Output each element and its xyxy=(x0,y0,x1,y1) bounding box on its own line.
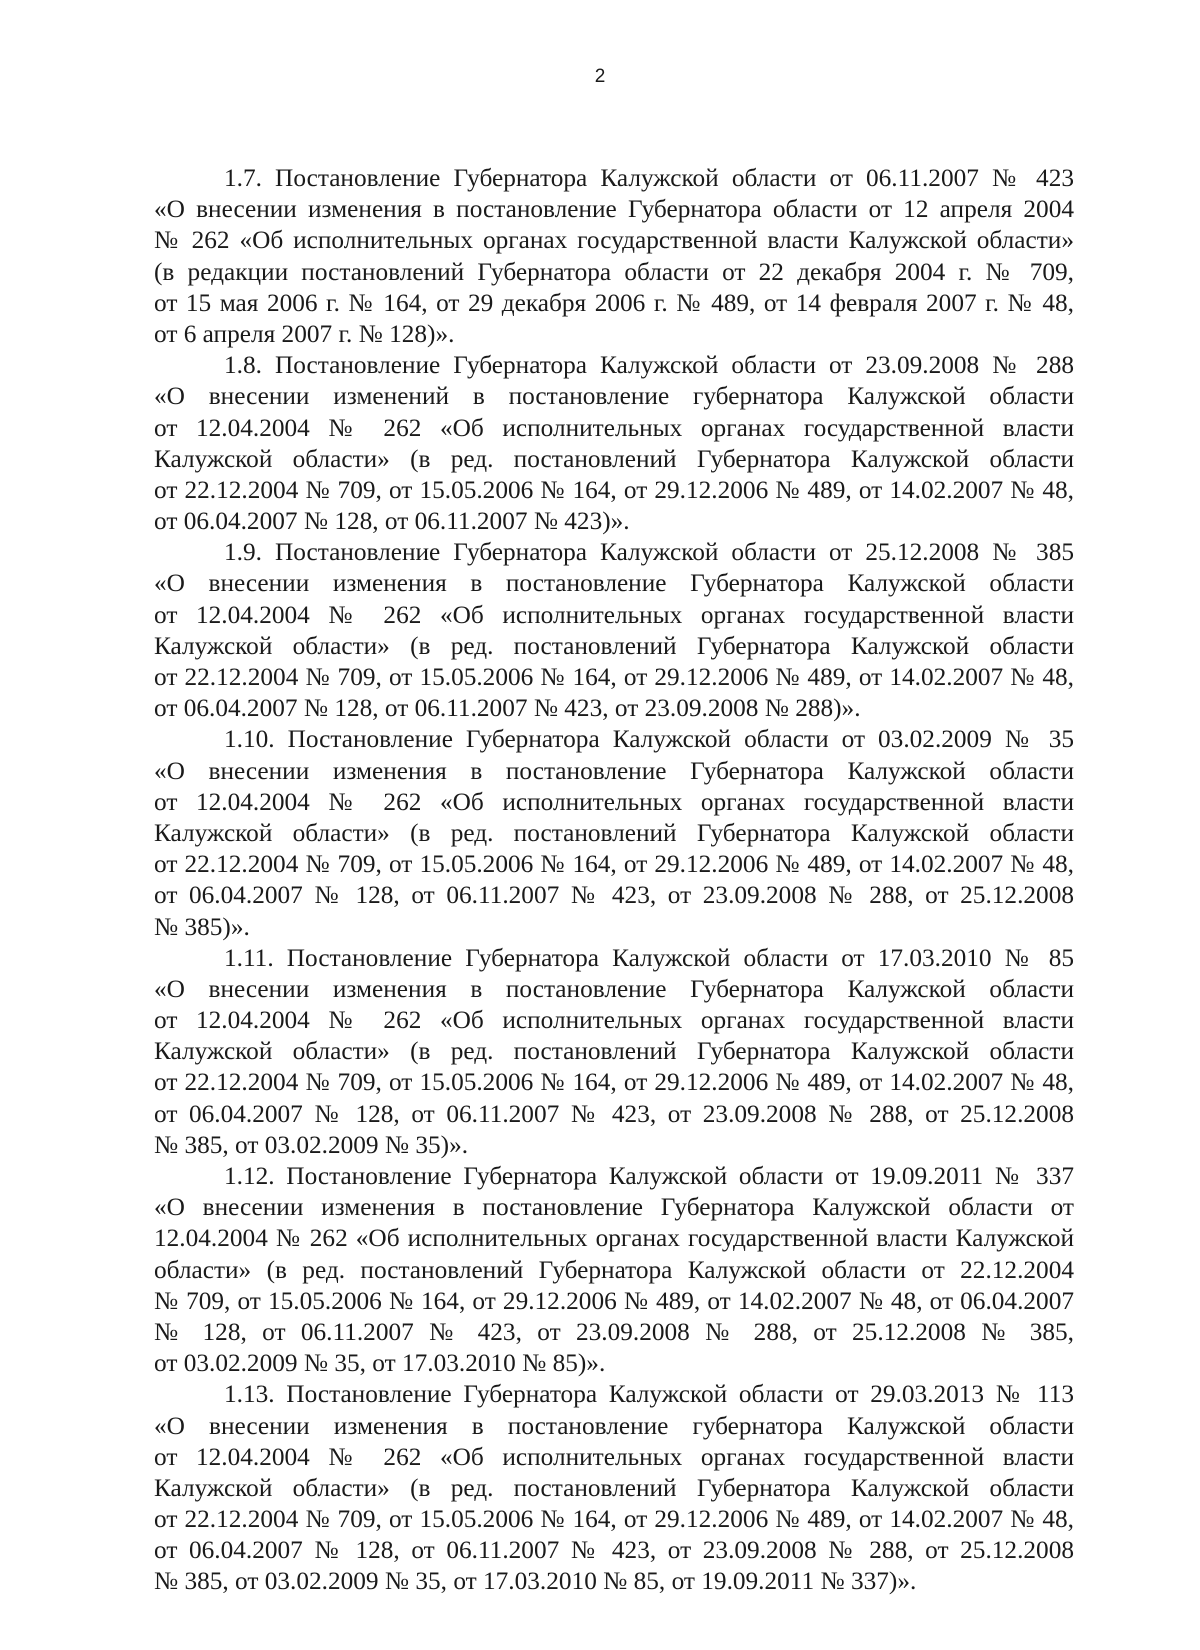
paragraph-line: Калужской области» (в ред. постановлений Губернатора Калужской области xyxy=(154,444,1074,473)
paragraph-line: 1.11. Постановление Губернатора Калужской области от 17.03.2010 № 85 xyxy=(224,943,1074,972)
paragraph-line: от 6 апреля 2007 г. № 128)». xyxy=(154,319,455,348)
paragraph-line: 1.12. Постановление Губернатора Калужской области от 19.09.2011 № 337 xyxy=(224,1162,1074,1190)
paragraph-line: от 12.04.2004 № 262 «Об исполнительных органах государственной власти xyxy=(154,413,1074,442)
paragraph-1-9 xyxy=(154,537,1074,724)
paragraph-line: «О внесении изменения в постановление губернатора Калужской области xyxy=(154,1411,1074,1440)
paragraph-line: от 06.04.2007 № 128, от 06.11.2007 № 423, от 23.09.2008 № 288, от 25.12.2008 xyxy=(154,1536,1074,1565)
paragraph-line: 1.8. Постановление Губернатора Калужской области от 23.09.2008 № 288 xyxy=(224,351,1074,380)
paragraph-line: «О внесении изменений в постановление губернатора Калужской области xyxy=(154,382,1074,411)
paragraph-line: 1.9. Постановление Губернатора Калужской области от 25.12.2008 № 385 xyxy=(224,538,1074,567)
document-body xyxy=(154,163,1074,1598)
paragraph-line: 1.7. Постановление Губернатора Калужской области от 06.11.2007 № 423 xyxy=(224,164,1074,192)
paragraph-line: от 22.12.2004 № 709, от 15.05.2006 № 164, от 29.12.2006 № 489, от 14.02.2007 № 48, xyxy=(154,1068,1074,1097)
paragraph-line: от 06.04.2007 № 128, от 06.11.2007 № 423, от 23.09.2008 № 288, от 25.12.2008 xyxy=(154,881,1074,910)
paragraph-line: от 22.12.2004 № 709, от 15.05.2006 № 164, от 29.12.2006 № 489, от 14.02.2007 № 48, xyxy=(154,1505,1074,1534)
paragraph-line: 1.10. Постановление Губернатора Калужской области от 03.02.2009 № 35 xyxy=(224,725,1074,754)
paragraph-line: области» (в ред. постановлений Губернатора Калужской области от 22.12.2004 xyxy=(154,1255,1074,1284)
paragraph-line: Калужской области» (в ред. постановлений Губернатора Калужской области xyxy=(154,1037,1074,1066)
paragraph-line: № 128, от 06.11.2007 № 423, от 23.09.2008 № 288, от 25.12.2008 № 385, xyxy=(154,1317,1074,1346)
paragraph-1-11 xyxy=(154,943,1074,1161)
paragraph-1-8 xyxy=(154,350,1074,537)
paragraph-line: № 385)». xyxy=(154,912,250,941)
paragraph-line: «О внесении изменения в постановление Губернатора области от 12 апреля 2004 xyxy=(154,195,1074,224)
paragraph-line: от 06.04.2007 № 128, от 06.11.2007 № 423, от 23.09.2008 № 288)». xyxy=(154,694,861,723)
paragraph-line: от 15 мая 2006 г. № 164, от 29 декабря 2006 г. № 489, от 14 февраля 2007 г. № 48, xyxy=(154,288,1074,317)
paragraph-line: № 385, от 03.02.2009 № 35)». xyxy=(154,1130,469,1159)
paragraph-line: «О внесении изменения в постановление Губернатора Калужской области xyxy=(154,756,1074,785)
paragraph-line: от 22.12.2004 № 709, от 15.05.2006 № 164, от 29.12.2006 № 489, от 14.02.2007 № 48, xyxy=(154,663,1074,691)
paragraph-line: от 12.04.2004 № 262 «Об исполнительных органах государственной власти xyxy=(154,1442,1074,1471)
paragraph-line: № 385, от 03.02.2009 № 35, от 17.03.2010 № 85, от 19.09.2011 № 337)». xyxy=(154,1567,917,1596)
paragraph-line: от 22.12.2004 № 709, от 15.05.2006 № 164, от 29.12.2006 № 489, от 14.02.2007 № 48, xyxy=(154,475,1074,504)
paragraph-line: от 06.04.2007 № 128, от 06.11.2007 № 423, от 23.09.2008 № 288, от 25.12.2008 xyxy=(154,1099,1074,1128)
paragraph-line: от 12.04.2004 № 262 «Об исполнительных органах государственной власти xyxy=(154,1006,1074,1035)
paragraph-line: Калужской области» (в ред. постановлений Губернатора Калужской области xyxy=(154,1473,1074,1502)
paragraph-line: «О внесении изменения в постановление Губернатора Калужской области xyxy=(154,974,1074,1003)
paragraph-line: от 22.12.2004 № 709, от 15.05.2006 № 164, от 29.12.2006 № 489, от 14.02.2007 № 48, xyxy=(154,850,1074,879)
paragraph-1-7 xyxy=(154,163,1074,350)
paragraph-1-10 xyxy=(154,724,1074,942)
paragraph-1-12 xyxy=(154,1161,1074,1379)
paragraph-line: Калужской области» (в ред. постановлений Губернатора Калужской области xyxy=(154,631,1074,660)
paragraph-line: (в редакции постановлений Губернатора области от 22 декабря 2004 г. № 709, xyxy=(154,257,1074,286)
paragraph-line: от 12.04.2004 № 262 «Об исполнительных органах государственной власти xyxy=(154,600,1074,629)
paragraph-line: № 709, от 15.05.2006 № 164, от 29.12.2006 № 489, от 14.02.2007 № 48, от 06.04.2007 xyxy=(154,1286,1074,1315)
paragraph-1-13 xyxy=(154,1379,1074,1597)
paragraph-line: 12.04.2004 № 262 «Об исполнительных органах государственной власти Калужской xyxy=(154,1224,1074,1253)
paragraph-line: от 03.02.2009 № 35, от 17.03.2010 № 85)». xyxy=(154,1349,606,1378)
paragraph-line: «О внесении изменения в постановление Губернатора Калужской области xyxy=(154,569,1074,598)
paragraph-line: 1.13. Постановление Губернатора Калужской области от 29.03.2013 № 113 xyxy=(224,1380,1074,1409)
paragraph-line: от 06.04.2007 № 128, от 06.11.2007 № 423)». xyxy=(154,507,630,536)
page-number: 2 xyxy=(594,66,606,87)
paragraph-line: от 12.04.2004 № 262 «Об исполнительных органах государственной власти xyxy=(154,787,1074,816)
paragraph-line: Калужской области» (в ред. постановлений Губернатора Калужской области xyxy=(154,818,1074,847)
paragraph-line: № 262 «Об исполнительных органах государственной власти Калужской области» xyxy=(154,226,1074,255)
paragraph-line: «О внесении изменения в постановление Губернатора Калужской области от xyxy=(154,1193,1074,1222)
